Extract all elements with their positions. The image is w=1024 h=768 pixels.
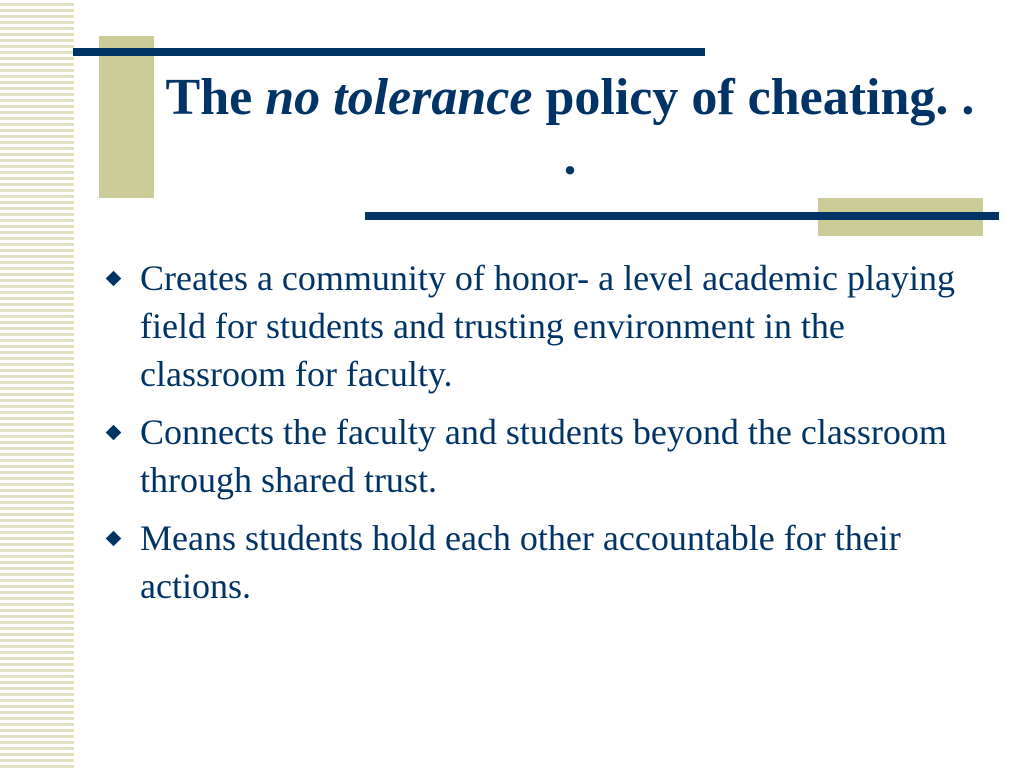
bullet-item <box>104 254 984 398</box>
bullet-text: Means students hold each other accountable for their actions. <box>140 518 901 606</box>
accent-block-left <box>99 36 154 198</box>
bullet-text: Creates a community of honor- a level academic playing field for students and trusting environment in the classroom for faculty. <box>140 258 955 394</box>
title-prefix: The <box>165 69 253 126</box>
title-suffix: policy of cheating. . . <box>545 69 975 186</box>
title-emphasis: no tolerance <box>265 69 533 126</box>
title-rule-top <box>73 48 705 56</box>
bullet-text: Connects the faculty and students beyond the classroom through shared trust. <box>140 412 947 500</box>
diamond-bullet-icon <box>106 531 122 547</box>
bullet-item <box>104 408 984 504</box>
decorative-stripe-band <box>0 0 74 768</box>
diamond-bullet-icon <box>106 271 122 287</box>
title-rule-bottom <box>365 212 999 220</box>
bullet-list <box>104 254 984 620</box>
diamond-bullet-icon <box>106 425 122 441</box>
bullet-item <box>104 514 984 610</box>
slide-title <box>160 68 980 188</box>
